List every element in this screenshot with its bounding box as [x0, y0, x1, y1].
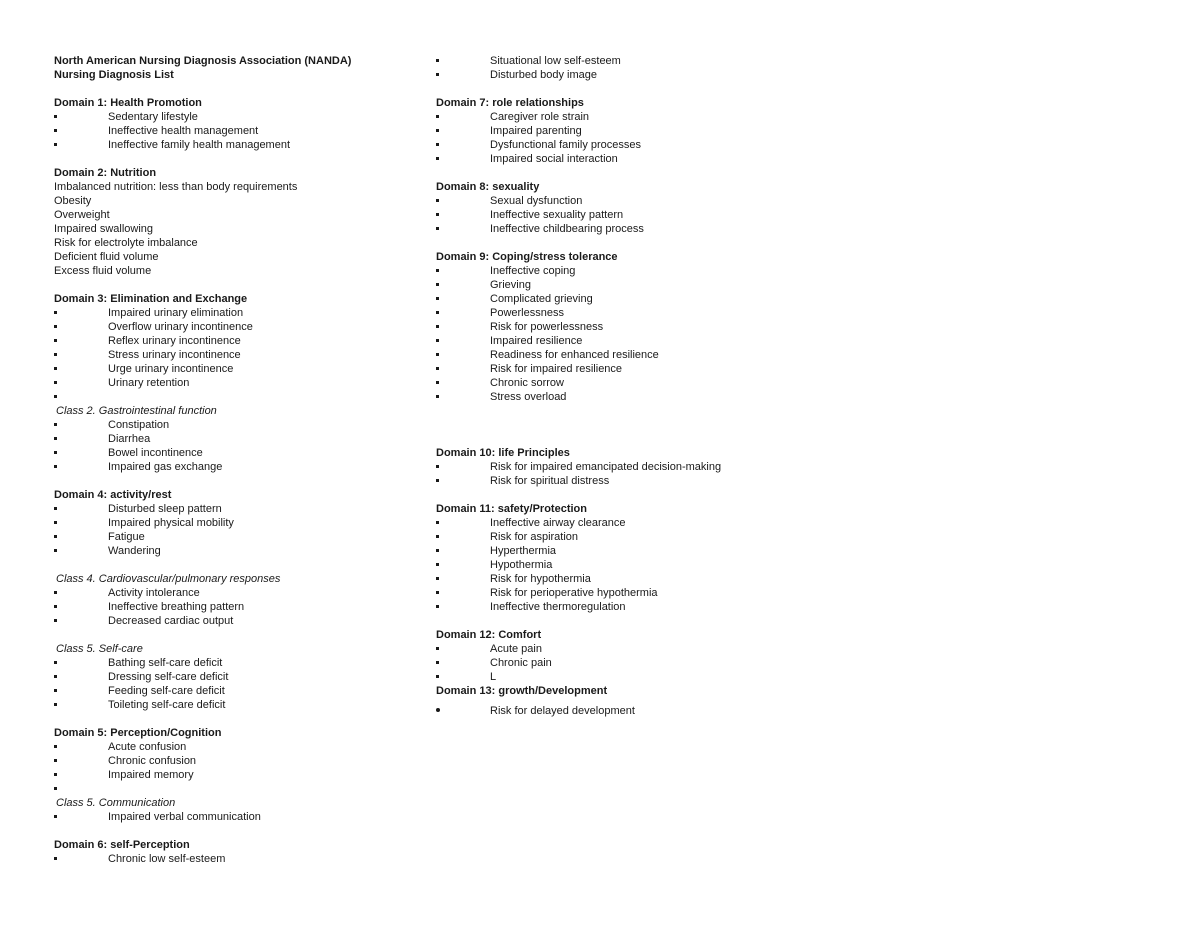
bullet-icon	[54, 376, 64, 390]
bullet-icon	[436, 138, 446, 152]
list-item	[54, 390, 424, 404]
list-item	[436, 586, 856, 600]
list-item-text: Overflow urinary incontinence	[108, 321, 253, 333]
list-item	[436, 460, 856, 474]
bullet-icon	[54, 432, 64, 446]
list-item	[54, 740, 424, 754]
bullet-icon	[436, 474, 446, 488]
list-item-text: Urge urinary incontinence	[108, 363, 234, 375]
list-item	[436, 124, 856, 138]
list-item	[54, 670, 424, 684]
bullet-icon	[436, 656, 446, 670]
list-item-text: Risk for delayed development	[490, 705, 635, 717]
list-item	[54, 124, 424, 138]
bullet-icon	[54, 334, 64, 348]
list-item-text: Feeding self-care deficit	[108, 685, 225, 697]
list-item-text: Stress overload	[490, 391, 567, 403]
bullet-icon	[54, 390, 64, 404]
bullet-icon	[436, 544, 446, 558]
bullet-icon	[436, 586, 446, 600]
list-item-text: Disturbed sleep pattern	[108, 503, 222, 515]
list-item-text: Dysfunctional family processes	[490, 139, 642, 151]
list-item-text: Bowel incontinence	[108, 447, 203, 459]
bullet-icon	[436, 306, 446, 320]
list-item	[54, 530, 424, 544]
bullet-icon	[54, 670, 64, 684]
spacer	[54, 824, 424, 838]
list-item-text: Impaired parenting	[490, 125, 582, 137]
list-item-text: Risk for aspiration	[490, 531, 579, 543]
list-item	[54, 334, 424, 348]
list-item	[436, 264, 856, 278]
list-item	[436, 390, 856, 404]
class-subheading: Class 5. Communication	[56, 797, 176, 809]
list-item-text: Impaired physical mobility	[108, 517, 234, 529]
domain-heading: Domain 9: Coping/stress tolerance	[436, 251, 618, 263]
list-item	[54, 376, 424, 390]
list-item	[54, 782, 424, 796]
spacer	[54, 628, 424, 642]
diagnosis-item: Obesity	[54, 195, 92, 207]
bullet-icon	[436, 222, 446, 236]
list-item	[436, 474, 856, 488]
list-item-text: Impaired memory	[108, 769, 194, 781]
class-subheading: Class 5. Self-care	[56, 643, 143, 655]
bullet-icon	[436, 264, 446, 278]
list-item	[436, 222, 856, 236]
list-item-text: Activity intolerance	[108, 587, 200, 599]
bullet-icon	[436, 110, 446, 124]
list-item-text: Urinary retention	[108, 377, 190, 389]
list-item	[436, 642, 856, 656]
list-item-text: Risk for perioperative hypothermia	[490, 587, 658, 599]
list-item	[436, 68, 856, 82]
bullet-icon	[54, 502, 64, 516]
bullet-icon	[54, 530, 64, 544]
list-item-text: Chronic pain	[490, 657, 552, 669]
spacer	[436, 82, 856, 96]
bullet-icon	[54, 754, 64, 768]
list-item	[54, 446, 424, 460]
domain-heading: Domain 8: sexuality	[436, 181, 540, 193]
bullet-icon	[54, 614, 64, 628]
bullet-icon	[436, 670, 446, 684]
spacer	[54, 712, 424, 726]
bullet-icon	[436, 600, 446, 614]
domain-heading: Domain 13: growth/Development	[436, 685, 608, 697]
spacer	[436, 404, 856, 418]
bullet-icon	[436, 704, 446, 718]
bullet-icon	[436, 516, 446, 530]
domain-heading: Domain 4: activity/rest	[54, 489, 172, 501]
spacer	[54, 82, 424, 96]
diagnosis-item: Impaired swallowing	[54, 223, 154, 235]
list-item-text: Ineffective thermoregulation	[490, 601, 626, 613]
bullet-icon	[436, 348, 446, 362]
domain-heading: Domain 5: Perception/Cognition	[54, 727, 222, 739]
list-item-text: Sedentary lifestyle	[108, 111, 198, 123]
list-item-text: Risk for impaired emancipated decision-making	[490, 461, 722, 473]
list-item-text: Sexual dysfunction	[490, 195, 583, 207]
left-column	[54, 54, 424, 866]
bullet-icon	[54, 684, 64, 698]
bullet-icon	[436, 530, 446, 544]
bullet-icon	[54, 418, 64, 432]
list-item	[436, 704, 856, 718]
list-item-text: Ineffective family health management	[108, 139, 291, 151]
list-item-text: Risk for impaired resilience	[490, 363, 623, 375]
list-item	[54, 502, 424, 516]
domain-heading: Domain 7: role relationships	[436, 97, 584, 109]
diagnosis-item: Risk for electrolyte imbalance	[54, 237, 198, 249]
list-item-text: Ineffective childbearing process	[490, 223, 644, 235]
spacer	[436, 418, 856, 432]
bullet-icon	[436, 320, 446, 334]
list-item	[436, 208, 856, 222]
bullet-icon	[436, 68, 446, 82]
spacer	[54, 474, 424, 488]
list-item	[436, 138, 856, 152]
spacer	[436, 166, 856, 180]
bullet-icon	[54, 348, 64, 362]
bullet-icon	[436, 292, 446, 306]
list-item	[436, 376, 856, 390]
spacer	[436, 614, 856, 628]
list-item	[436, 320, 856, 334]
domain-heading: Domain 6: self-Perception	[54, 839, 190, 851]
list-item	[436, 544, 856, 558]
domain-heading: Domain 2: Nutrition	[54, 167, 157, 179]
list-item	[54, 432, 424, 446]
list-item-text: Hypothermia	[490, 559, 553, 571]
class-subheading: Class 4. Cardiovascular/pulmonary responses	[56, 573, 281, 585]
bullet-icon	[54, 362, 64, 376]
list-item-text: Wandering	[108, 545, 161, 557]
list-item	[54, 110, 424, 124]
diagnosis-item: Deficient fluid volume	[54, 251, 159, 263]
bullet-icon	[54, 852, 64, 866]
list-item-text: Impaired gas exchange	[108, 461, 223, 473]
bullet-icon	[54, 306, 64, 320]
list-item	[436, 110, 856, 124]
list-item	[436, 656, 856, 670]
list-item-text: Situational low self-esteem	[490, 55, 621, 67]
list-item	[436, 278, 856, 292]
list-item	[436, 54, 856, 68]
domain-heading: Domain 10: life Principles	[436, 447, 570, 459]
list-item	[54, 754, 424, 768]
bullet-icon	[436, 390, 446, 404]
list-item-text: Fatigue	[108, 531, 145, 543]
list-item	[54, 306, 424, 320]
bullet-icon	[54, 544, 64, 558]
spacer	[54, 152, 424, 166]
list-item-text: Decreased cardiac output	[108, 615, 234, 627]
list-item	[54, 348, 424, 362]
list-item	[436, 194, 856, 208]
list-item-text: Acute pain	[490, 643, 542, 655]
list-item	[54, 138, 424, 152]
list-item-text: Impaired urinary elimination	[108, 307, 244, 319]
right-column	[436, 54, 856, 718]
bullet-icon	[54, 138, 64, 152]
domain-heading: Domain 1: Health Promotion	[54, 97, 202, 109]
list-item-text: Caregiver role strain	[490, 111, 590, 123]
bullet-icon	[436, 54, 446, 68]
list-item	[54, 320, 424, 334]
list-item	[436, 306, 856, 320]
bullet-icon	[436, 152, 446, 166]
list-item-text: Chronic sorrow	[490, 377, 564, 389]
bullet-icon	[436, 558, 446, 572]
list-item	[54, 698, 424, 712]
bullet-icon	[436, 572, 446, 586]
list-item-text: Ineffective coping	[490, 265, 576, 277]
list-item	[54, 460, 424, 474]
bullet-icon	[54, 124, 64, 138]
bullet-icon	[436, 334, 446, 348]
bullet-icon	[436, 278, 446, 292]
list-item-text: Complicated grieving	[490, 293, 593, 305]
list-item-text: Stress urinary incontinence	[108, 349, 241, 361]
list-item	[54, 684, 424, 698]
list-item	[436, 292, 856, 306]
list-item	[436, 558, 856, 572]
list-item-text: Risk for spiritual distress	[490, 475, 610, 487]
list-item	[54, 614, 424, 628]
spacer	[436, 432, 856, 446]
list-item-text: Chronic low self-esteem	[108, 853, 226, 865]
list-item-text: Risk for hypothermia	[490, 573, 591, 585]
list-item-text: Grieving	[490, 279, 531, 291]
list-item-text: Impaired resilience	[490, 335, 583, 347]
bullet-icon	[54, 320, 64, 334]
list-item	[54, 544, 424, 558]
list-item	[54, 600, 424, 614]
list-item	[436, 334, 856, 348]
list-item-text: Constipation	[108, 419, 170, 431]
list-item-text: Reflex urinary incontinence	[108, 335, 241, 347]
diagnosis-item: Excess fluid volume	[54, 265, 152, 277]
list-item	[436, 670, 856, 684]
list-item-text: Acute confusion	[108, 741, 187, 753]
list-item-text: Toileting self-care deficit	[108, 699, 226, 711]
list-item-text: Dressing self-care deficit	[108, 671, 229, 683]
bullet-icon	[54, 698, 64, 712]
list-item	[54, 810, 424, 824]
list-item	[436, 530, 856, 544]
bullet-icon	[54, 810, 64, 824]
bullet-icon	[54, 446, 64, 460]
list-item-text: Impaired verbal communication	[108, 811, 261, 823]
list-item-text: Readiness for enhanced resilience	[490, 349, 659, 361]
bullet-icon	[54, 656, 64, 670]
bullet-icon	[54, 110, 64, 124]
bullet-icon	[436, 124, 446, 138]
bullet-icon	[436, 208, 446, 222]
list-item-text: Risk for powerlessness	[490, 321, 604, 333]
bullet-icon	[54, 740, 64, 754]
list-item-text: Diarrhea	[108, 433, 151, 445]
list-item	[54, 586, 424, 600]
spacer	[54, 558, 424, 572]
domain-heading: Domain 3: Elimination and Exchange	[54, 293, 248, 305]
list-item-text: Powerlessness	[490, 307, 564, 319]
list-item	[436, 516, 856, 530]
list-item	[54, 418, 424, 432]
list-item	[436, 600, 856, 614]
list-item-text: Chronic confusion	[108, 755, 197, 767]
list-item-text: Hyperthermia	[490, 545, 557, 557]
bullet-icon	[436, 194, 446, 208]
list-item-text: Ineffective airway clearance	[490, 517, 626, 529]
spacer	[436, 236, 856, 250]
domain-heading: Domain 12: Comfort	[436, 629, 542, 641]
bullet-icon	[436, 376, 446, 390]
bullet-icon	[436, 460, 446, 474]
list-item-text: Impaired social interaction	[490, 153, 618, 165]
list-item-text: Ineffective sexuality pattern	[490, 209, 624, 221]
diagnosis-item: Overweight	[54, 209, 110, 221]
bullet-icon	[54, 768, 64, 782]
list-item	[436, 362, 856, 376]
list-item	[54, 516, 424, 530]
list-item-text: Ineffective health management	[108, 125, 259, 137]
list-item	[54, 768, 424, 782]
diagnosis-item: Imbalanced nutrition: less than body requirements	[54, 181, 298, 193]
bullet-icon	[54, 782, 64, 796]
list-item	[54, 852, 424, 866]
spacer	[54, 278, 424, 292]
list-item	[54, 656, 424, 670]
class-subheading: Class 2. Gastrointestinal function	[56, 405, 217, 417]
bullet-icon	[54, 460, 64, 474]
bullet-icon	[54, 516, 64, 530]
spacer	[436, 488, 856, 502]
list-item	[436, 572, 856, 586]
bullet-icon	[436, 362, 446, 376]
bullet-icon	[54, 586, 64, 600]
bullet-icon	[436, 642, 446, 656]
document-title: Nursing Diagnosis List	[54, 69, 174, 81]
list-item-text: L	[490, 671, 497, 683]
list-item-text: Bathing self-care deficit	[108, 657, 223, 669]
list-item	[436, 348, 856, 362]
list-item-text: Disturbed body image	[490, 69, 598, 81]
domain-heading: Domain 11: safety/Protection	[436, 503, 587, 515]
list-item-text: Ineffective breathing pattern	[108, 601, 245, 613]
list-item	[436, 152, 856, 166]
list-item	[54, 362, 424, 376]
document-title: North American Nursing Diagnosis Association (NANDA)	[54, 55, 352, 67]
bullet-icon	[54, 600, 64, 614]
